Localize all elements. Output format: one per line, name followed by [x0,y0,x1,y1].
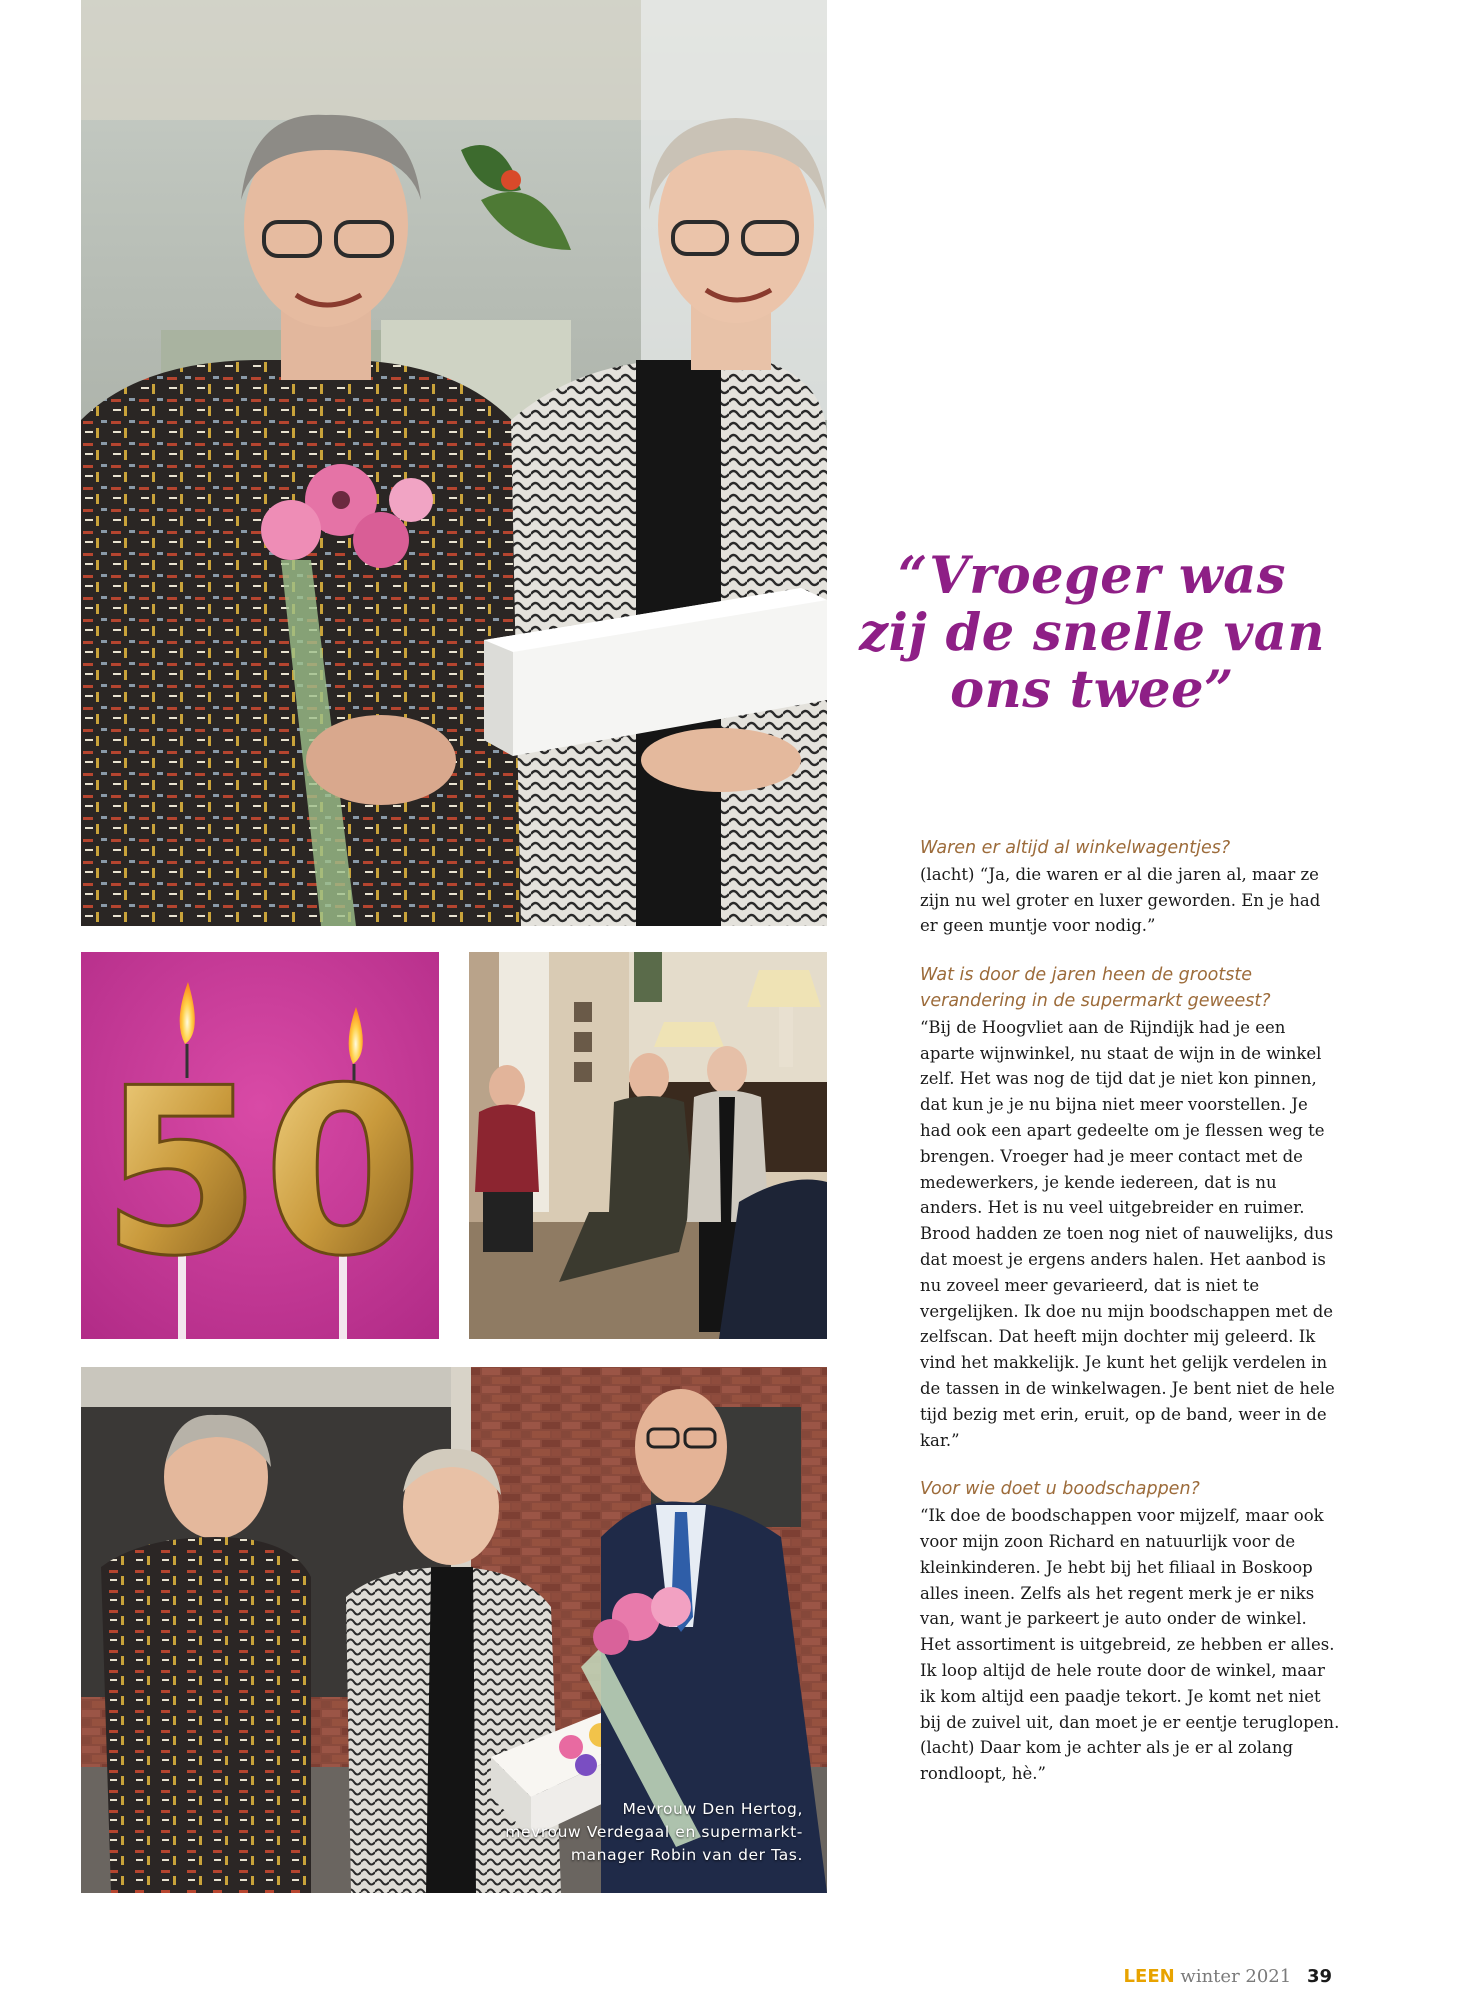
qa-block [920,836,1340,939]
pull-quote [852,548,1332,719]
pull-quote-line-3: ons twee” [950,660,1234,720]
pull-quote-line-1: “Vroeger was [897,546,1287,606]
answer: “Ik doe de boodschappen voor mijzelf, maar ook voor mijn zoon Richard en natuurlijk voor de kleinkinderen. Je hebt bij het filiaal in Boskoop alles ineen. Zelfs als het regent merk je er niks van, want je parkeert je auto onder de winkel. Het assortiment is uitgebreid, ze hebben er alles. Ik loop altijd de hele route door de winkel, maar ik kom altijd een paadje tekort. Je komt net niet bij de zuivel uit, dan moet je er eentje teruglopen. (lacht) Daar kom je achter als je er al zolang rondloopt, hè.” [920,1506,1340,1784]
article-body [920,836,1340,1811]
question: Voor wie doet u boodschappen? [920,1479,1200,1500]
caption-line-2: mevrouw Verdegaal en supermarkt- [505,1823,803,1841]
question: Wat is door de jaren heen de grootste verandering in de supermarkt geweest? [920,965,1271,1011]
issue-label: winter 2021 [1180,1966,1292,1987]
caption-line-1: Mevrouw Den Hertog, [622,1800,803,1818]
answer: “Bij de Hoogvliet aan de Rijndijk had je een aparte wijnwinkel, nu staat de wijn in de winkel zelf. Het was nog de tijd dat je niet kon pinnen, dat kun je je nu bijna niet meer voorstellen. Je had ook een apart gedeelte om je flessen weg te brengen. Vroeger had je meer contact met de medewerkers, je kende iedereen, dat is nu anders. Het is nu veel uitgebreider en ruimer. Brood hadden ze toen nog niet of nauwelijks, dus dat moest je ergens anders halen. Het aanbod is nu zoveel meer gevarieerd, dat is niet te vergelijken. Ik doe nu mijn boodschappen met de zelfscan. Dat heeft mijn dochter mij geleerd. Ik vind het makkelijk. Je kunt het gelijk verdelen in de tassen in de winkelwagen. Je bent niet de hele tijd bezig met erin, eruit, op de band, weer in de kar.” [920,1017,1335,1450]
caption-line-3: manager Robin van der Tas. [570,1846,803,1864]
photo-living-room [469,952,827,1339]
qa-block [920,1477,1340,1787]
photo-50-candles [81,952,439,1339]
question: Waren er altijd al winkelwagentjes? [920,838,1231,858]
qa-block [920,963,1340,1453]
photo-caption [505,1798,803,1867]
magazine-brand: LEEN [1123,1966,1175,1987]
page-number: 39 [1306,1966,1332,1987]
photo-group-with-manager [81,1367,827,1893]
pull-quote-line-2: zij de snelle van [859,603,1325,663]
answer: (lacht) “Ja, die waren er al die jaren al, maar ze zijn nu wel groter en luxer geworden. En je had er geen muntje voor nodig.” [920,864,1321,936]
candle-digit-0: 0 [262,1040,424,1307]
page-footer [1100,1965,1332,1989]
candle-digit-5: 5 [100,1040,262,1307]
photo-two-women-portrait [81,0,827,926]
